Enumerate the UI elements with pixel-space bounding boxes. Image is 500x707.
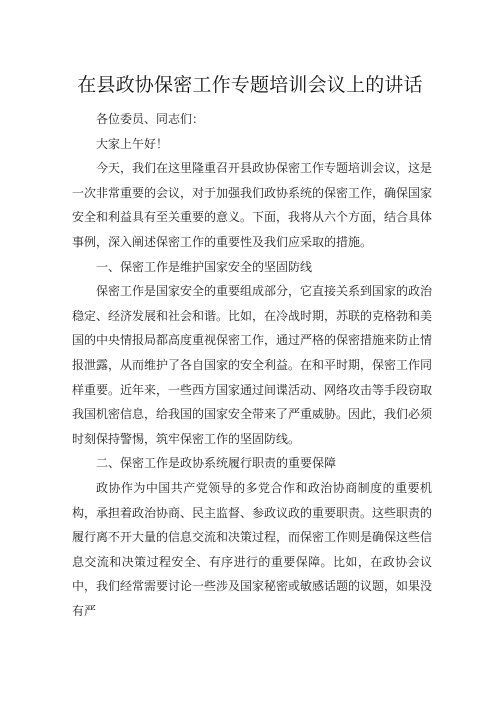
body-paragraph-1: 保密工作是国家安全的重要组成部分，它直接关系到国家的政治稳定、经济发展和社会和谐。比如，在冷战时期，苏联的克格勃和美国的中央情报局都高度重视保密工作，通过严格的保密措施来防止情报泄露，从而维护了各自国家的安全利益。在和平时期，保密工作同样重要。近年来，一些西方国家通过间谍活动、网络攻击等手段窃取我国机密信息，给我国的国家安全带来了严重威胁。因此，我们必须时刻保持警惕，筑牢保密工作的坚固防线。 [72,284,433,446]
page-title: 在县政协保密工作专题培训会议上的讲话 [77,74,423,96]
intro-paragraph: 今天，我们在这里隆重召开县政协保密工作专题培训会议，这是一次非常重要的会议，对于加强我们政协系统的保密工作，确保国家安全和利益具有至关重要的意义。下面，我将从六个方面，结合具体事例，深入阐述保密工作的重要性及我们应采取的措施。 [72,161,433,249]
section-heading-1: 一、保密工作是维护国家安全的坚固防线 [96,259,313,274]
greeting: 大家上午好！ [96,136,169,151]
salutation: 各位委员、同志们： [96,112,205,126]
body-paragraph-2: 政协作为中国共产党领导的多党合作和政治协商制度的重要机构，承担着政治协商、民主监督、参政议政的重要职责。这些职责的履行离不开大量的信息交流和决策过程，而保密工作则是确保这些信息交流和决策过程安全、有序进行的重要保障。比如，在政协会议中，我们经常需要讨论一些涉及国家秘密或敏感话题的议题，如果没有严 [72,480,433,618]
section-heading-2: 二、保密工作是政协系统履行职责的重要保障 [96,456,337,471]
document-body [72,107,432,623]
